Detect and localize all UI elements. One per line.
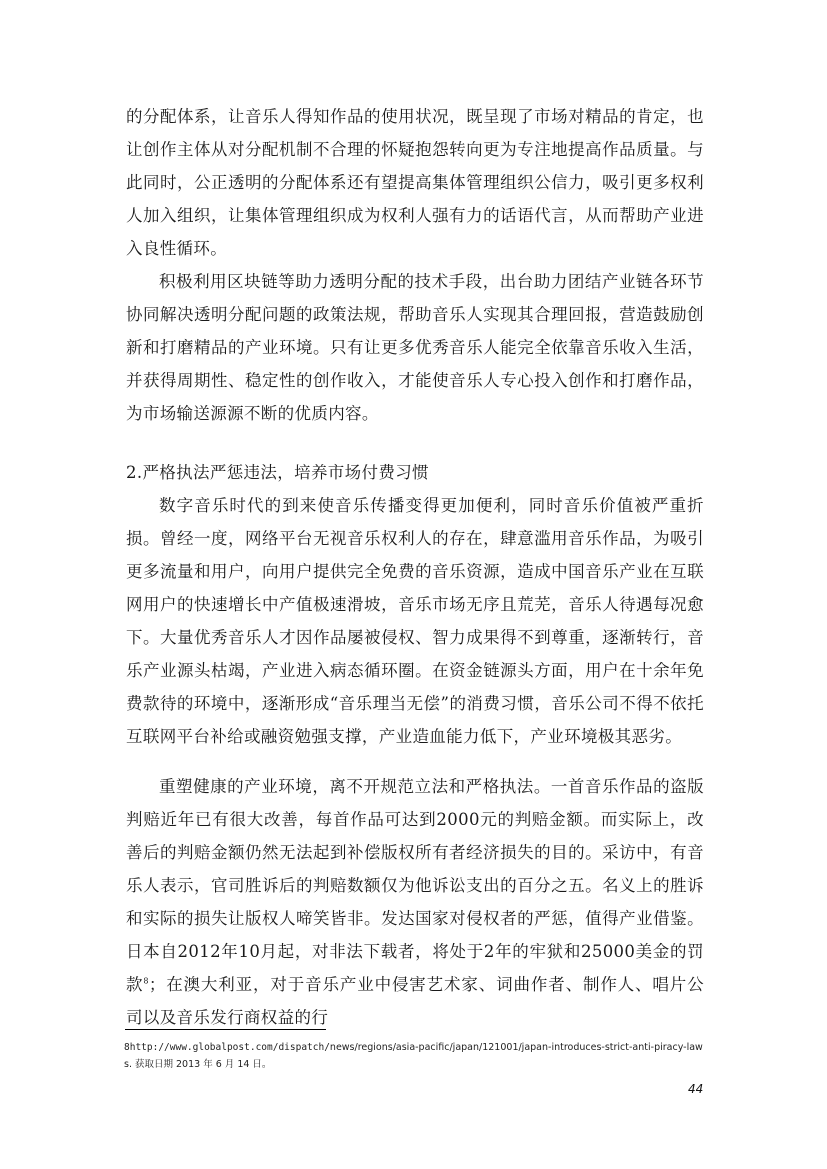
footnote-separator <box>125 1029 326 1030</box>
paragraph-digital-music-era: 数字音乐时代的到来使音乐传播变得更加便利，同时音乐价值被严重折损。曾经一度，网络平台无视音乐权利人的存在，肆意滥用音乐作品，为吸引更多流量和用户，向用户提供完全免费的音乐资源，造成中国音乐产业在互联网用户的快速增长中产值极速滑坡，音乐市场无序且荒芜，音乐人待遇每况愈下。大量优秀音乐人才因作品屡被侵权、智力成果得不到尊重，逐渐转行，音乐产业源头枯竭，产业进入病态循环圈。在资金链源头方面，用户在十余年免费款待的环境中，逐渐形成“音乐理当无偿”的消费习惯，音乐公司不得不依托互联网平台补给或融资勉强支撑，产业造血能力低下，产业环境极其恶劣。 <box>126 496 704 746</box>
paragraph-continued: 的分配体系，让音乐人得知作品的使用状况，既呈现了市场对精品的肯定，也让创作主体从对分配机制不合理的怀疑抱怨转向更为专注地提高作品质量。与此同时，公正透明的分配体系还有望提高集体管理组织公信力，吸引更多权利人加入组织，让集体管理组织成为权利人强有力的话语代言，从而帮助产业进入良性循环。 <box>126 107 704 258</box>
footnote-access-date: . 获取日期 2013 年 6 月 14 日。 <box>128 1059 272 1070</box>
paragraph-text-continued: ；在澳大利亚，对于音乐产业中侵害艺术家、词曲作者、制作人、唱片公司以及音乐发行商权益的行 <box>126 975 704 1027</box>
paragraph-enforcement <box>126 770 704 1034</box>
paragraph-blockchain-distribution: 积极利用区块链等助力透明分配的技术手段，出台助力团结产业链各环节协同解决透明分配问题的政策法规，帮助音乐人实现其合理回报，营造鼓励创新和打磨精品的产业环境。只有让更多优秀音乐人能完全依靠音乐收入生活，并获得周期性、稳定性的创作收入，才能使音乐人专心投入创作和打磨作品，为市场输送源源不断的优质内容。 <box>126 272 704 423</box>
page-number: 44 <box>688 1082 704 1096</box>
paragraph-text: 重塑健康的产业环境，离不开规范立法和严格执法。一首音乐作品的盗版判赔近年已有很大改善，每首作品可达到2000元的判赔金额。而实际上，改善后的判赔金额仍然无法起到补偿版权所有者经济损失的目的。采访中，有音乐人表示，官司胜诉后的判赔数额仅为他诉讼支出的百分之五。名义上的胜诉和实际的损失让版权人啼笑皆非。发达国家对侵权者的严惩，值得产业借鉴。日本自2012年10月起，对非法下载者，将处于2年的牢狱和25000美金的罚款 <box>126 777 704 994</box>
footnote-reference[interactable]: 8 <box>143 976 149 986</box>
footnote-url-part2[interactable]: news/regions/asia-pacific/japan/121001/japan-introduces-strict-anti-piracy-laws <box>124 1042 703 1070</box>
section-heading: 2.严格执法严惩违法，培养市场付费习惯 <box>126 463 429 482</box>
footnote <box>124 1039 706 1073</box>
footnote-url-part1[interactable]: http://www.globalpost.com/dispatch/ <box>129 1042 330 1053</box>
footnote-number: 8 <box>124 1042 130 1053</box>
